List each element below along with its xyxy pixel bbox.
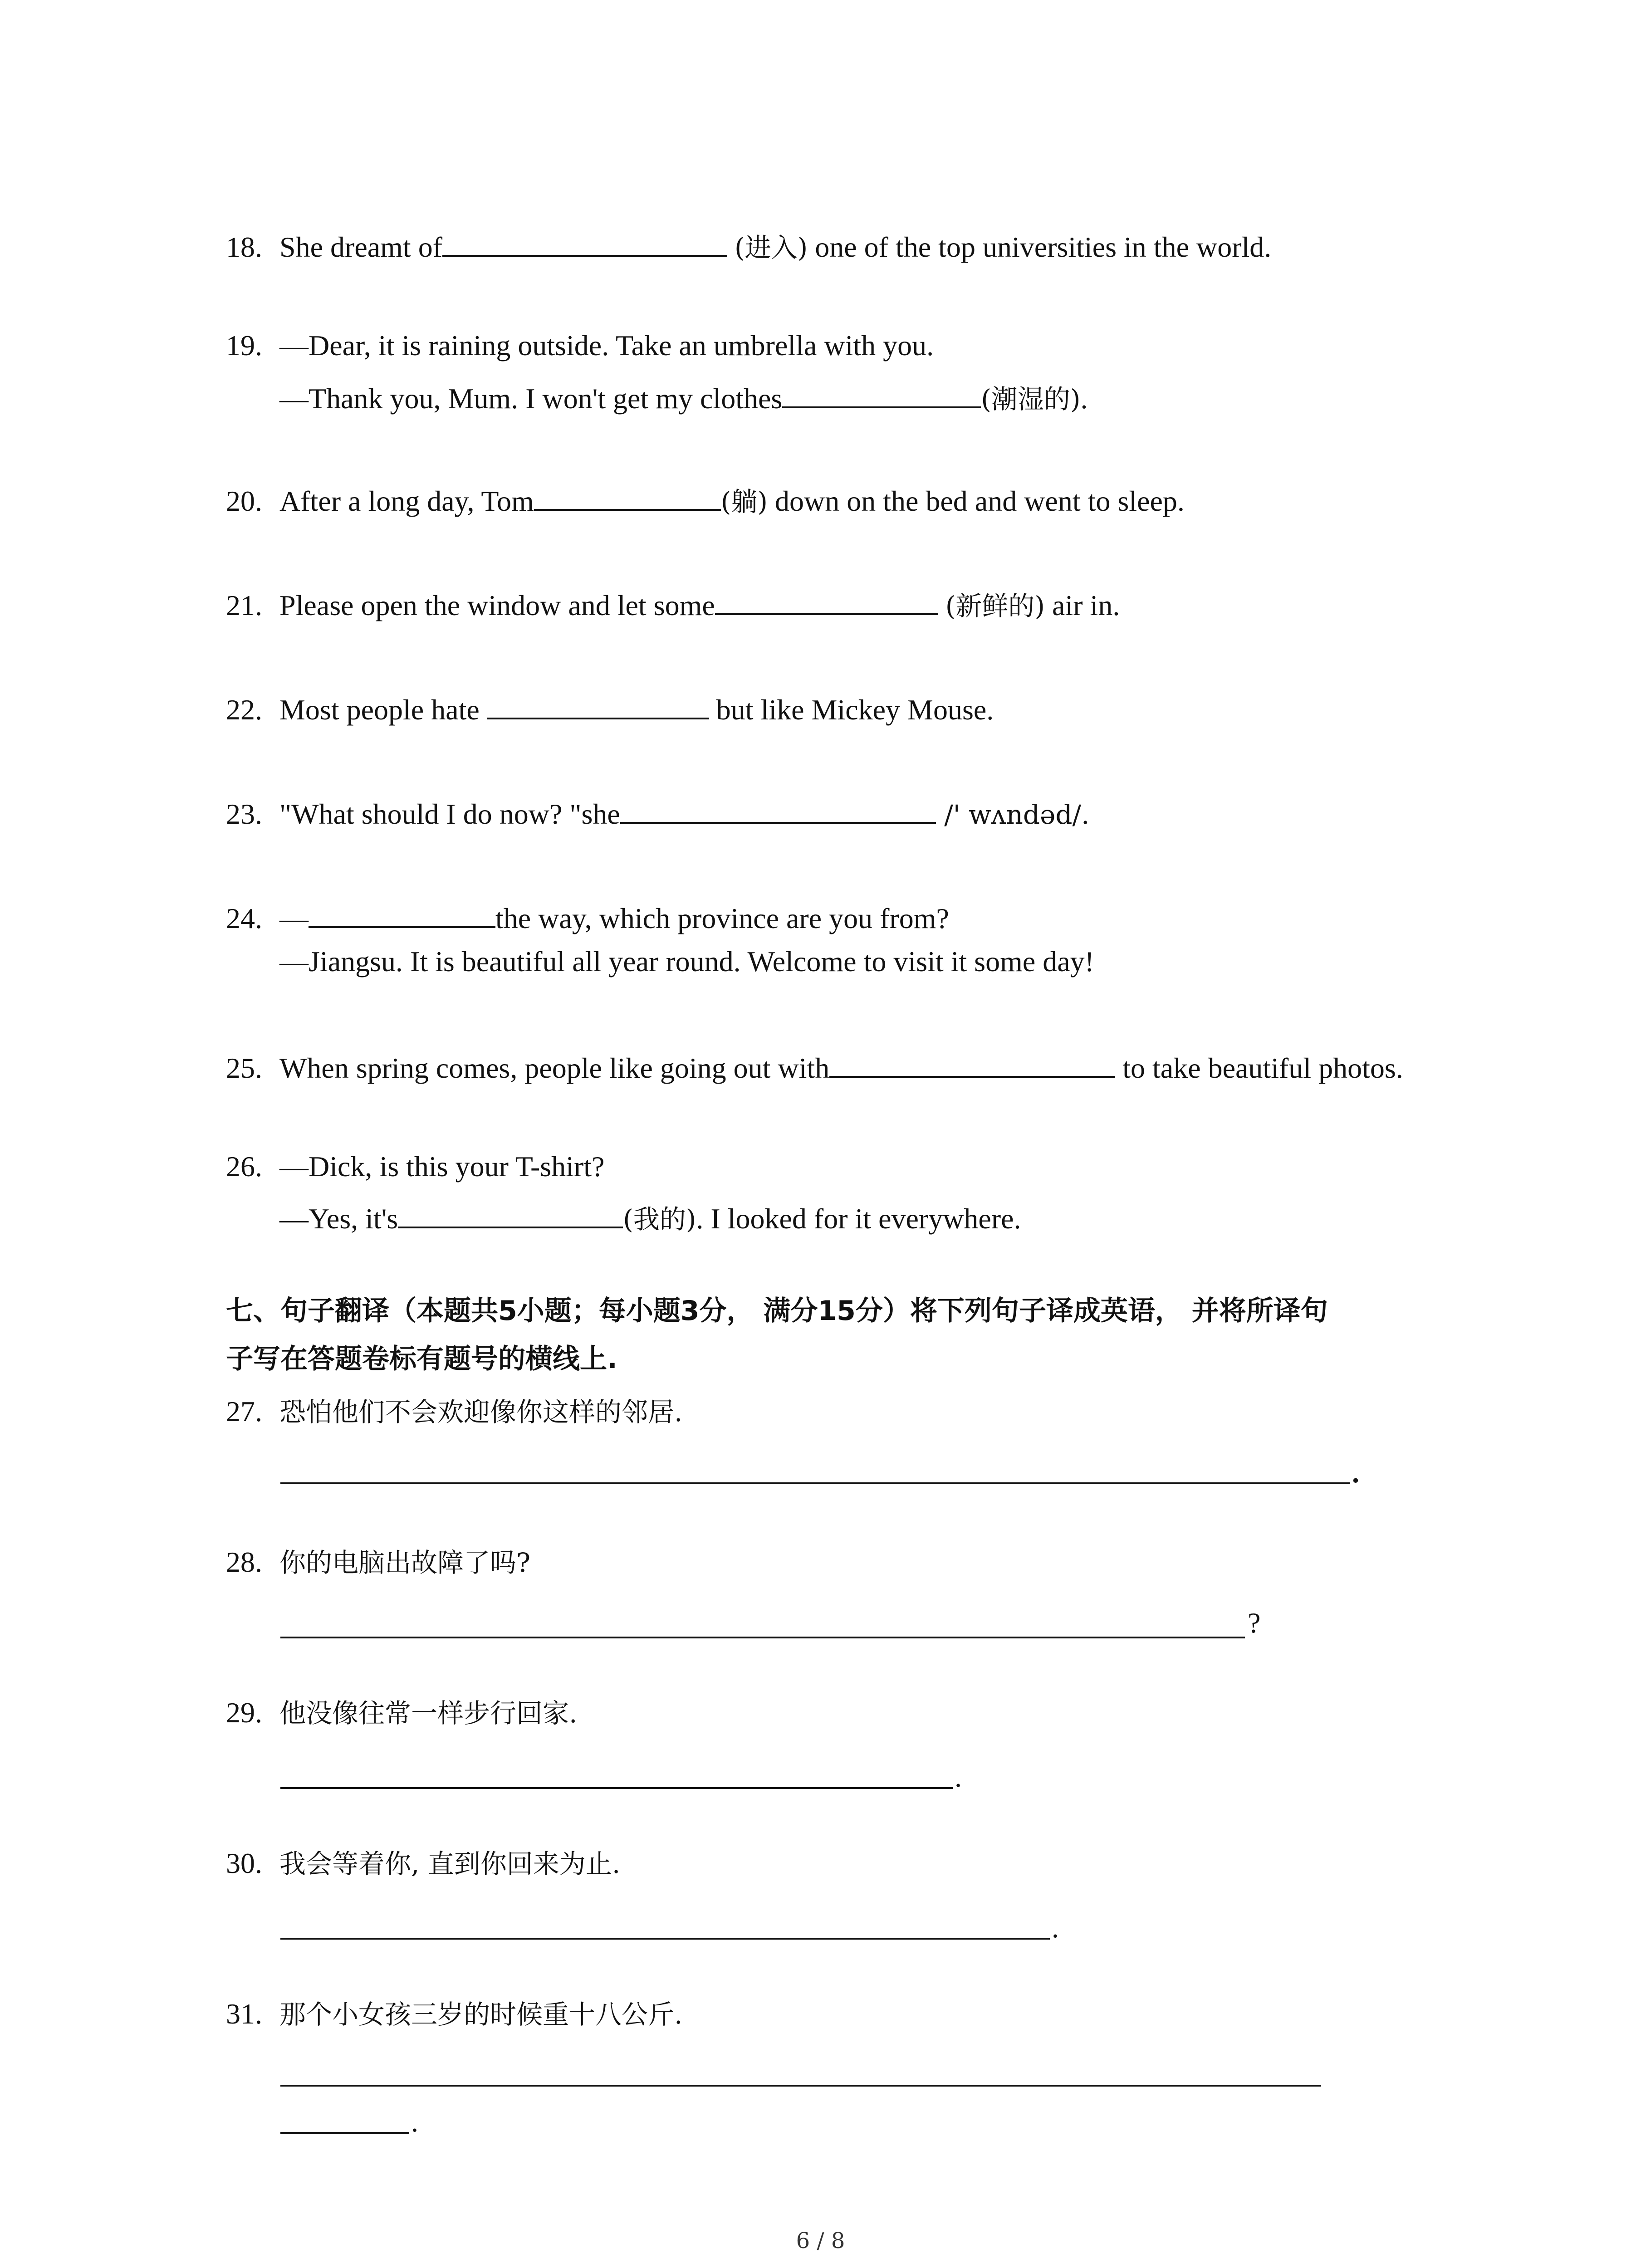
chinese-sentence: 他没像往常一样步行回家. xyxy=(279,1698,578,1729)
section-7-heading-cont xyxy=(226,1345,617,1373)
answer-blank[interactable] xyxy=(442,230,727,257)
translation-31 xyxy=(226,1999,682,2028)
question-text-end: air in. xyxy=(1045,589,1120,621)
question-text-end: one of the top universities in the world. xyxy=(808,231,1272,263)
question-number: 24. xyxy=(226,902,262,934)
answer-blank[interactable] xyxy=(715,589,938,615)
translation-29 xyxy=(226,1698,577,1727)
question-24 xyxy=(226,902,949,933)
question-number: 23. xyxy=(226,798,262,830)
translation-30 xyxy=(226,1849,620,1878)
question-21 xyxy=(226,589,1120,620)
phonetic-hint: /' wʌndəd/. xyxy=(936,799,1090,830)
question-text: When spring comes, people like going out with xyxy=(279,1052,830,1084)
hint-text: (新鲜的) xyxy=(945,591,1045,621)
question-number: 19. xyxy=(226,329,262,362)
question-text: — xyxy=(279,902,309,934)
question-text: After a long day, Tom xyxy=(279,485,534,517)
answer-line[interactable] xyxy=(280,1938,1050,1940)
answer-blank[interactable] xyxy=(398,1202,623,1228)
question-text-end: . xyxy=(1080,382,1088,415)
section-7-heading xyxy=(226,1297,1328,1325)
question-number: 27. xyxy=(226,1395,262,1427)
translation-28 xyxy=(226,1548,530,1577)
answer-line-end: . xyxy=(1352,1457,1359,1489)
question-24-reply xyxy=(279,947,1094,976)
hint-text: (潮湿的) xyxy=(981,384,1081,415)
hint-text: (进入) xyxy=(735,232,808,263)
section-7-heading-line1: 七、句子翻译（本题共5小题；每小题3分， 满分15分）将下列句子译成英语， 并将所译句 xyxy=(226,1295,1328,1327)
question-26 xyxy=(226,1152,604,1181)
question-text-end: to take beautiful photos. xyxy=(1115,1052,1403,1084)
question-number: 29. xyxy=(226,1696,262,1729)
chinese-sentence: 恐怕他们不会欢迎像你这样的邻居. xyxy=(279,1397,683,1427)
chinese-sentence: 我会等着你, 直到你回来为止. xyxy=(279,1848,621,1879)
hint-text: (躺) xyxy=(720,486,768,517)
section-7-heading-line2: 子写在答题卷标有题号的横线上. xyxy=(226,1343,617,1375)
question-number: 22. xyxy=(226,694,262,726)
answer-blank[interactable] xyxy=(487,693,709,719)
answer-blank[interactable] xyxy=(620,797,936,824)
page-number: 6 / 8 xyxy=(796,2228,845,2253)
question-number: 25. xyxy=(226,1052,262,1084)
question-22 xyxy=(226,693,994,724)
question-text-end: down on the bed and went to sleep. xyxy=(767,485,1185,517)
question-text: —Thank you, Mum. I won't get my clothes xyxy=(279,382,783,415)
question-number: 21. xyxy=(226,589,262,621)
question-number: 30. xyxy=(226,1847,262,1879)
answer-line[interactable] xyxy=(280,1787,953,1789)
question-text: Please open the window and let some xyxy=(279,589,715,621)
answer-blank[interactable] xyxy=(829,1051,1115,1078)
question-25 xyxy=(226,1051,1403,1083)
question-23 xyxy=(226,797,1089,829)
question-text-end: . I looked for it everywhere. xyxy=(696,1202,1021,1235)
question-18 xyxy=(226,230,1271,262)
chinese-sentence: 你的电脑出故障了吗? xyxy=(279,1547,531,1578)
answer-line[interactable] xyxy=(280,2085,1321,2087)
question-text-end: but like Mickey Mouse. xyxy=(709,694,994,726)
question-text: Most people hate xyxy=(279,694,487,726)
answer-line-end: ? xyxy=(1248,1607,1261,1639)
question-number: 31. xyxy=(226,1998,262,2030)
answer-line-end: . xyxy=(955,1761,962,1793)
question-number: 26. xyxy=(226,1150,262,1183)
question-text: —Jiangsu. It is beautiful all year round. Welcome to visit it some day! xyxy=(279,945,1094,978)
question-text: "What should I do now? "she xyxy=(279,798,620,830)
question-19 xyxy=(226,331,934,360)
question-text: —Yes, it's xyxy=(279,1202,398,1235)
answer-line-end: . xyxy=(1052,1911,1059,1944)
answer-line-continued[interactable] xyxy=(280,2132,409,2134)
translation-27 xyxy=(226,1397,682,1426)
question-19-reply xyxy=(279,382,1088,413)
answer-line[interactable] xyxy=(280,1637,1245,1638)
hint-text: (我的) xyxy=(623,1204,696,1235)
answer-blank[interactable] xyxy=(534,484,721,511)
question-text: —Dick, is this your T-shirt? xyxy=(279,1150,605,1183)
question-number: 18. xyxy=(226,231,262,263)
chinese-sentence: 那个小女孩三岁的时候重十八公斤. xyxy=(279,1999,683,2030)
question-number: 20. xyxy=(226,485,262,517)
question-20 xyxy=(226,484,1185,516)
question-text-end: the way, which province are you from? xyxy=(495,902,949,934)
answer-line-end: . xyxy=(411,2106,418,2138)
answer-blank[interactable] xyxy=(309,902,495,928)
question-text: She dreamt of xyxy=(279,231,442,263)
question-26-reply xyxy=(279,1202,1021,1233)
question-text: —Dear, it is raining outside. Take an umbrella with you. xyxy=(279,329,934,362)
question-number: 28. xyxy=(226,1546,262,1578)
answer-blank[interactable] xyxy=(782,382,981,408)
answer-line[interactable] xyxy=(280,1482,1350,1484)
